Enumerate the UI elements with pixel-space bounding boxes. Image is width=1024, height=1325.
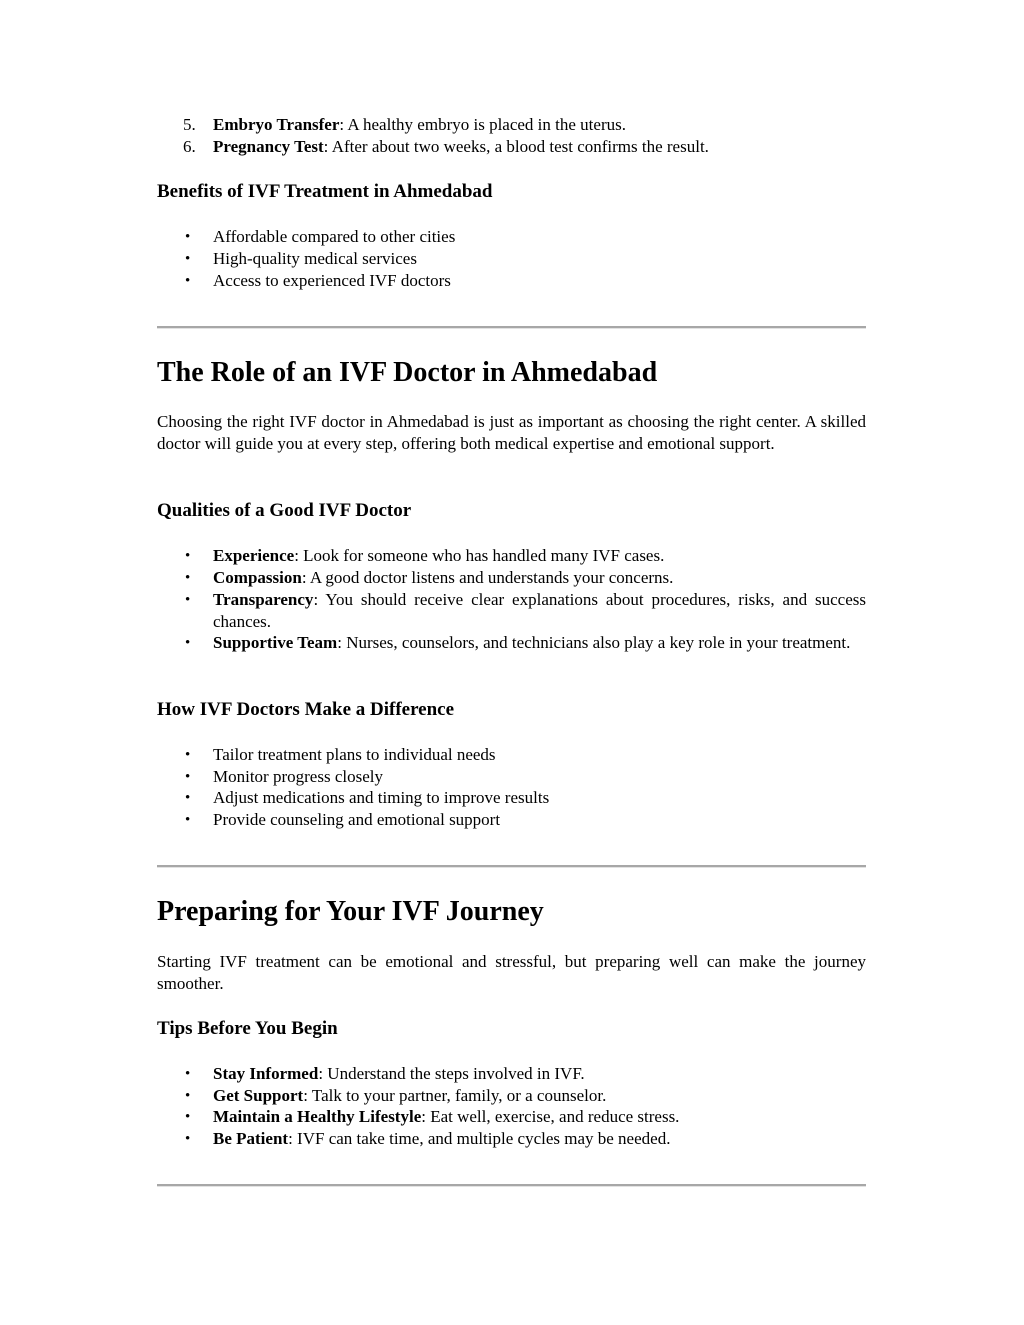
list-item: [157, 226, 866, 248]
bullet-icon: •: [185, 1109, 191, 1125]
bullet-icon: •: [185, 1066, 191, 1082]
list-item-term: Stay Informed: [213, 1064, 319, 1083]
section-divider: [157, 865, 866, 868]
list-item-text: High-quality medical services: [213, 249, 417, 268]
list-item-term: Pregnancy Test: [213, 137, 324, 156]
bullet-icon: •: [185, 548, 191, 564]
list-item-text: : After about two weeks, a blood test confirms the result.: [323, 137, 709, 156]
list-item-text: : Look for someone who has handled many IVF cases.: [294, 546, 665, 565]
list-item-text: : IVF can take time, and multiple cycles may be needed.: [288, 1129, 671, 1148]
list-item-text: : Nurses, counselors, and technicians also play a key role in your treatment.: [337, 633, 851, 652]
list-item: [157, 270, 866, 292]
list-item-term: Experience: [213, 546, 295, 565]
list-number: 5.: [183, 115, 196, 134]
list-item-term: Maintain a Healthy Lifestyle: [213, 1107, 422, 1126]
list-item: [157, 1063, 866, 1085]
list-item-text: : Eat well, exercise, and reduce stress.: [421, 1107, 680, 1126]
bullet-icon: •: [185, 769, 191, 785]
list-item-text: : A good doctor listens and understands your concerns.: [301, 568, 674, 587]
list-item: [157, 1128, 866, 1150]
journey-paragraph: Starting IVF treatment can be emotional and stressful, but preparing well can make the journey smoother.: [157, 952, 866, 993]
bullet-icon: •: [185, 251, 191, 267]
list-item: [157, 744, 866, 766]
benefits-heading: Benefits of IVF Treatment in Ahmedabad: [157, 181, 493, 202]
bullet-icon: •: [185, 790, 191, 806]
list-item-text: Monitor progress closely: [213, 767, 383, 786]
bullet-icon: •: [185, 747, 191, 763]
section-divider: [157, 326, 866, 329]
bullet-icon: •: [185, 229, 191, 245]
list-item: [157, 545, 866, 567]
list-item: [157, 1085, 866, 1107]
list-item: [157, 632, 866, 654]
list-item: [157, 1106, 866, 1128]
list-item-text: Tailor treatment plans to individual needs: [213, 745, 496, 764]
bullet-icon: •: [185, 273, 191, 289]
list-item-text: : Understand the steps involved in IVF.: [318, 1064, 585, 1083]
list-item-term: Transparency: [213, 590, 314, 609]
list-item-text: Provide counseling and emotional support: [213, 810, 501, 829]
tips-heading: Tips Before You Begin: [157, 1018, 338, 1039]
list-item-term: Compassion: [213, 568, 302, 587]
list-item: [157, 248, 866, 270]
list-item-text: : You should receive clear explanations about procedures, risks, and success chances.: [213, 590, 866, 631]
list-item: [157, 787, 866, 809]
list-item-text: : A healthy embryo is placed in the uterus.: [339, 115, 626, 134]
list-item-text: : Talk to your partner, family, or a counselor.: [303, 1086, 607, 1105]
role-section-title: The Role of an IVF Doctor in Ahmedabad: [157, 357, 658, 388]
list-item-term: Supportive Team: [213, 633, 338, 652]
bullet-icon: •: [185, 1088, 191, 1104]
list-item: [157, 766, 866, 788]
list-item: [157, 589, 866, 633]
list-item-text: Access to experienced IVF doctors: [213, 271, 451, 290]
list-item-text: Adjust medications and timing to improve results: [213, 788, 550, 807]
list-item-term: Get Support: [213, 1086, 304, 1105]
section-divider: [157, 1184, 866, 1187]
role-paragraph: Choosing the right IVF doctor in Ahmedabad is just as important as choosing the right center. A skilled doctor will guide you at every step, offering both medical expertise and emotional support.: [157, 412, 866, 453]
list-item: [157, 809, 866, 831]
list-item: [157, 136, 866, 158]
difference-heading: How IVF Doctors Make a Difference: [157, 699, 455, 720]
list-item-term: Be Patient: [213, 1129, 289, 1148]
list-item: [157, 114, 866, 136]
list-item: [157, 567, 866, 589]
list-item-text: Affordable compared to other cities: [213, 227, 456, 246]
bullet-icon: •: [185, 570, 191, 586]
bullet-icon: •: [185, 635, 191, 651]
bullet-icon: •: [185, 592, 191, 608]
list-number: 6.: [183, 137, 196, 156]
journey-section-title: Preparing for Your IVF Journey: [157, 896, 544, 927]
bullet-icon: •: [185, 1131, 191, 1147]
list-item-term: Embryo Transfer: [213, 115, 340, 134]
bullet-icon: •: [185, 812, 191, 828]
qualities-heading: Qualities of a Good IVF Doctor: [157, 500, 412, 521]
